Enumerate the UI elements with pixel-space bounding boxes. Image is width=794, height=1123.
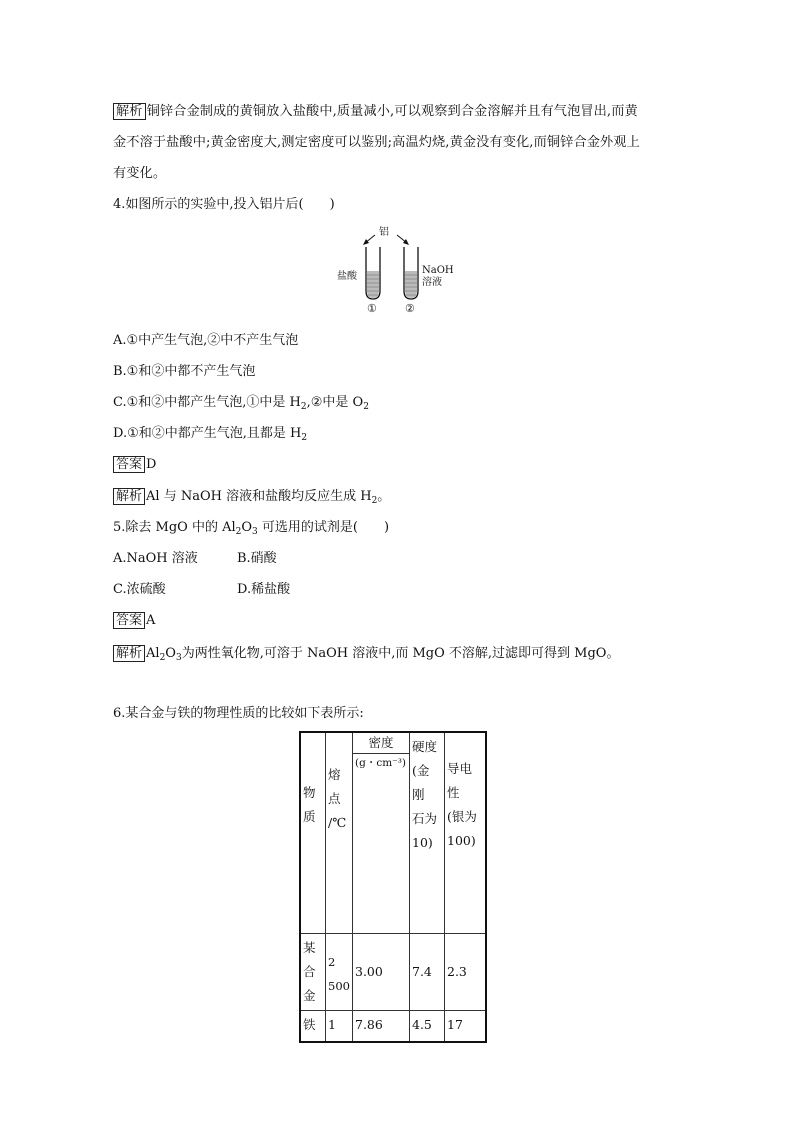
q6-stem: 6.某合金与铁的物理性质的比较如下表所示: (113, 706, 364, 721)
header-hardness: 硬度 (金 刚 石为 10) (410, 732, 445, 934)
tube2-label: ② (405, 302, 415, 315)
explain-tag: 解析 (113, 103, 146, 120)
test-tube-figure (335, 227, 455, 319)
header-density: 密度 (g・cm⁻³) (353, 732, 410, 934)
row-iron-name: 铁 (300, 1011, 326, 1043)
explain-tag: 解析 (113, 488, 145, 505)
q5-option-a: A.NaOH 溶液 (113, 551, 198, 566)
tube1-label: ① (367, 302, 377, 315)
naoh-label: NaOH (422, 265, 454, 276)
q4-explain: 解析 Al 与 NaOH 溶液和盐酸均反应生成 $H_2$。 (113, 488, 390, 506)
row-iron-density: 7.86 (353, 1011, 410, 1043)
header-conductivity: 导电 性 (银为 100) (445, 732, 487, 934)
q3-explain-line2: 金不溶于盐酸中;黄金密度大,测定密度可以鉴别;高温灼烧,黄金没有变化,而铜锌合金外观上 (113, 135, 640, 150)
row-iron-conductivity: 17 (445, 1011, 487, 1043)
row-alloy-conductivity: 2.3 (445, 934, 487, 1011)
q3-explain-text-1: 铜锌合金制成的黄铜放入盐酸中,质量减小,可以观察到合金溶解并且有气泡冒出,而黄 (146, 104, 638, 119)
q3-explain-line1 (113, 103, 638, 121)
q5-answer (113, 612, 155, 630)
row-alloy-density: 3.00 (353, 934, 410, 1011)
row-alloy-name: 某 合 金 (300, 934, 326, 1011)
q4-stem: 4.如图所示的实验中,投入铝片后( ) (113, 197, 335, 212)
q4-option-c: C.①和②中都产生气泡,①中是 $H_2,②$中是 $O_2$ (113, 395, 369, 412)
table-row (300, 934, 486, 1011)
q4-option-b: B.①和②中都不产生气泡 (113, 364, 256, 379)
row-iron-melting: 1 (326, 1011, 353, 1043)
q4-answer-value: D (146, 457, 157, 472)
q5-answer-value: A (146, 613, 156, 628)
header-melting-point: 熔 点 /℃ (326, 732, 353, 934)
q4-answer (113, 456, 156, 474)
answer-tag: 答案 (113, 612, 145, 629)
row-alloy-hardness: 7.4 (410, 934, 445, 1011)
row-iron-hardness: 4.5 (410, 1011, 445, 1043)
table-row (300, 1011, 486, 1043)
table-header-row (300, 732, 486, 934)
header-substance: 物 质 (300, 732, 326, 934)
q4-option-d: D.①和②中都产生气泡,且都是 $H_2$ (113, 426, 308, 443)
properties-table (299, 731, 487, 1043)
q4-option-a: A.①中产生气泡,②中不产生气泡 (113, 333, 299, 348)
aluminum-label: 铝 (379, 227, 389, 238)
row-alloy-melting: 2 500 (326, 934, 353, 1011)
answer-tag: 答案 (113, 456, 145, 473)
q5-option-d: D.稀盐酸 (237, 582, 291, 597)
q5-option-c: C.浓硫酸 (113, 582, 166, 597)
solution-label: 溶液 (422, 277, 442, 288)
explain-tag: 解析 (113, 645, 145, 662)
hcl-label: 盐酸 (337, 271, 357, 282)
q5-stem: 5.除去 MgO 中的 $Al_2O_3$ 可选用的试剂是( ) (113, 520, 390, 537)
q5-option-b: B.硝酸 (237, 551, 277, 566)
q3-explain-line3: 有变化。 (113, 166, 167, 181)
q5-explain: 解析 $Al_2O_3$为两性氧化物,可溶于 NaOH 溶液中,而 MgO 不溶解,过滤即可得到 MgO。 (113, 645, 619, 663)
